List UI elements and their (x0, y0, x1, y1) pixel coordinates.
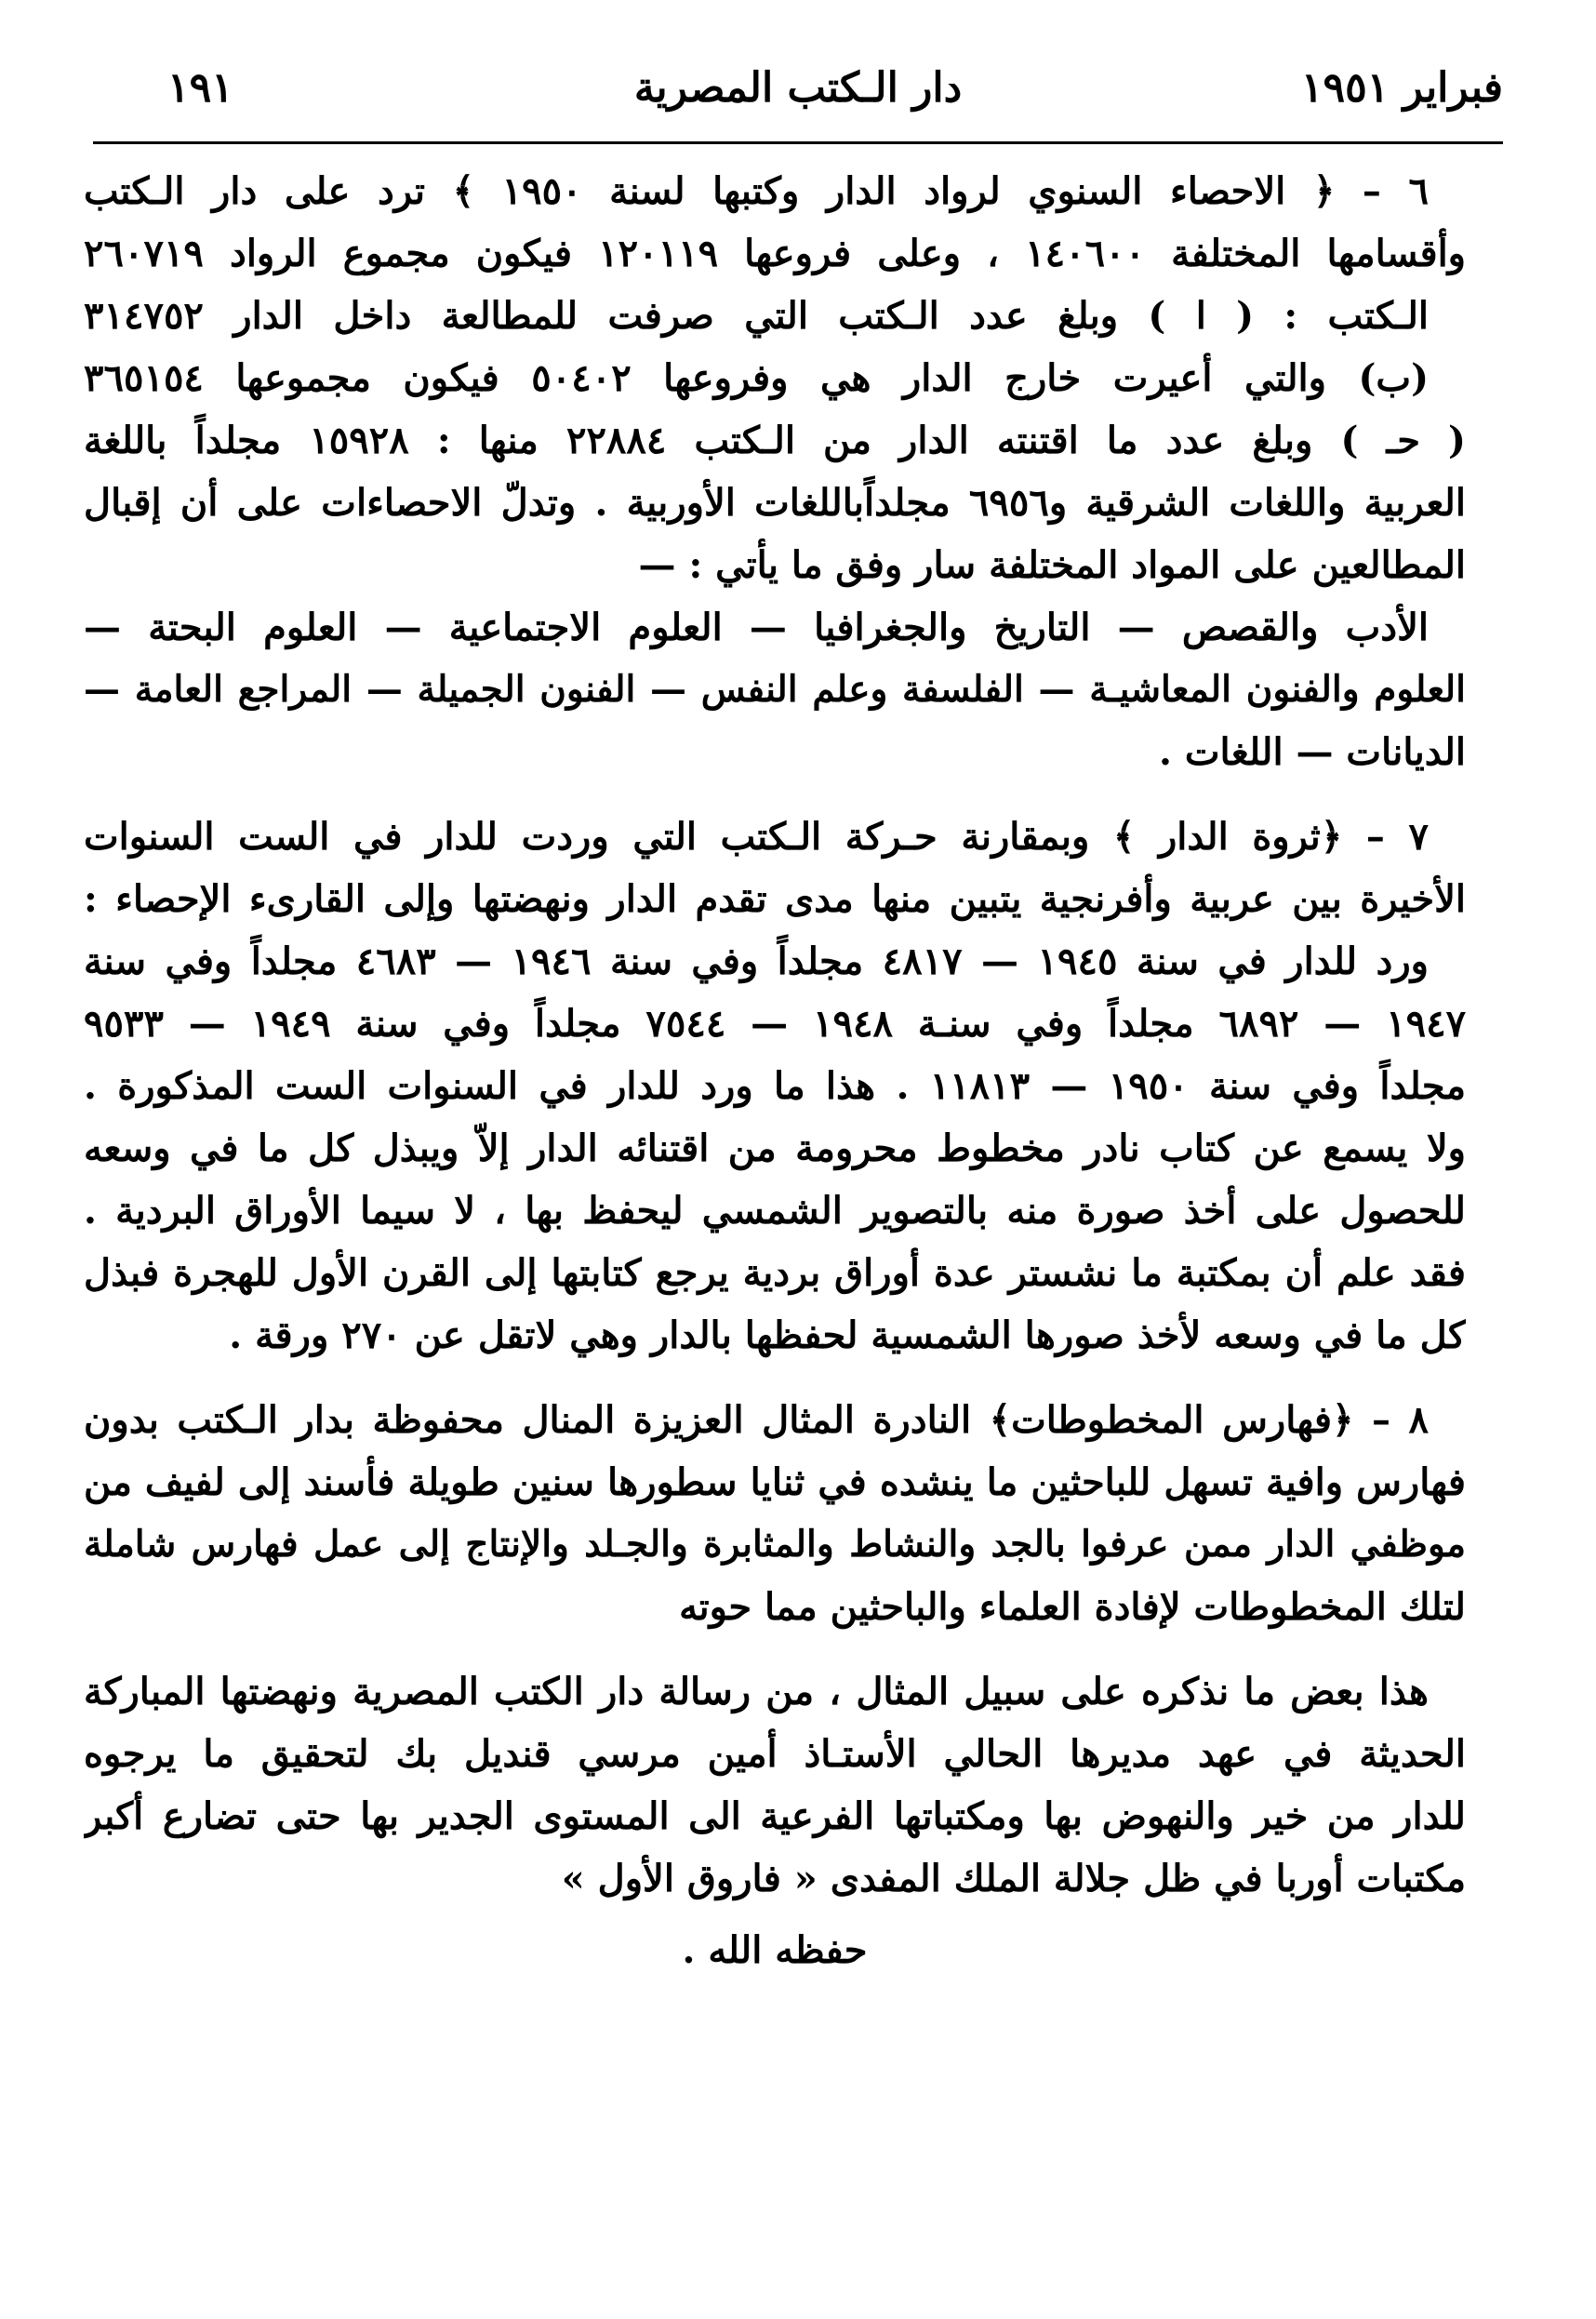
paragraph-line: للحصول على أخذ صورة منه بالتصوير الشمسي ليحفظ بها ، لا سيما الأوراق البردية . (84, 1189, 1466, 1233)
header-title: دار الـكتب المصرية (633, 64, 963, 112)
paragraph-line: الحديثة في عهد مديرها الحالي الأستـاذ أمين مرسي قنديل بك لتحقيق ما يرجوه (84, 1732, 1466, 1776)
section-6 (84, 160, 1466, 783)
page-header (93, 51, 1503, 126)
paragraph-line: الأدب والقصص — التاريخ والجغرافيا — العلوم الاجتماعية — العلوم البحتة — (84, 606, 1429, 649)
section-8 (84, 1389, 1466, 1638)
section-gap (84, 1638, 1466, 1660)
paragraph-line: فقد علم أن بمكتبة ما نشستر عدة أوراق بردية يرجع كتابتها إلى القرن الأول للهجرة فبذل (84, 1251, 1466, 1295)
paragraph-line: (ب) والتي أعيرت خارج الدار هي وفروعها ٥٠٤٠٢ فيكون مجموعها ٣٦٥١٥٤ (84, 356, 1429, 400)
paragraph-line: الـكتب : ( ا ) وبلغ عدد الـكتب التي صرفت للمطالعة داخل الدار ٣١٤٧٥٢ (84, 294, 1429, 338)
section-gap (84, 783, 1466, 806)
page-body (84, 160, 1466, 1981)
header-date: فبراير ١٩٥١ (1300, 64, 1503, 112)
section-gap (84, 1366, 1466, 1389)
paragraph-line: مكتبات أوربا في ظل جلالة الملك المفدى « فاروق الأول » (561, 1857, 1466, 1900)
paragraph-line: العربية واللغات الشرقية و٦٩٥٦ مجلداًباللغات الأوربية . وتدلّ الاحصاءات على أن إقبال (84, 481, 1466, 525)
paragraph-line: ٦ – ﴿ الاحصاء السنوي لرواد الدار وكتبها لسنة ١٩٥٠ ﴾ ترد على دار الـكتب (84, 169, 1430, 213)
paragraph-line: ٨ – ﴿فهارس المخطوطات﴾ النادرة المثال العزيزة المنال محفوظة بدار الـكتب بدون (84, 1398, 1429, 1442)
paragraph-line: ورد للدار في سنة ١٩٤٥ — ٤٨١٧ مجلداً وفي سنة ١٩٤٦ — ٤٦٨٣ مجلداً وفي سنة (84, 940, 1429, 983)
paragraph-line: ١٩٤٧ — ٦٨٩٢ مجلداً وفي سنـة ١٩٤٨ — ٧٥٤٤ مجلداً وفي سنة ١٩٤٩ — ٩٥٣٣ (84, 1002, 1466, 1046)
paragraph-line: مجلداً وفي سنة ١٩٥٠ — ١١٨١٣ . هذا ما ورد للدار في السنوات الست المذكورة . (84, 1064, 1466, 1108)
signoff: حفظه الله . (682, 1928, 868, 1972)
paragraph-line: ( حـ ) وبلغ عدد ما اقتنته الدار من الـكتب ٢٢٨٨٤ منها : ١٥٩٢٨ مجلداً باللغة (84, 419, 1466, 462)
paragraph-line: لتلك المخطوطات لإفادة العلماء والباحثين مما حوته (679, 1585, 1466, 1629)
paragraph-line: المطالعين على المواد المختلفة سار وفق ما يأتي : — (638, 543, 1466, 587)
paragraph-line: للدار من خير والنهوض بها ومكتباتها الفرعية الى المستوى الجدير بها حتى تضارع أكبر (84, 1794, 1466, 1838)
paragraph-line: فهارس وافية تسهل للباحثين ما ينشده في ثنايا سطورها سنين طويلة فأسند إلى لفيف من (84, 1460, 1466, 1504)
paragraph-line: ولا يسمع عن كتاب نادر مخطوط محرومة من اقتنائه الدار إلاّ ويبذل كل ما في وسعه (84, 1126, 1466, 1170)
paragraph-line: الأخيرة بين عربية وأفرنجية يتبين منها مدى تقدم الدار ونهضتها وإلى القارىء الإحصاء : (84, 877, 1466, 921)
paragraph-line: كل ما في وسعه لأخذ صورها الشمسية لحفظها بالدار وهي لاتقل عن ٢٧٠ ورقة . (229, 1313, 1466, 1357)
paragraph-line: ٧ – ﴿ثروة الدار ﴾ وبمقارنة حـركة الـكتب التي وردت للدار في الست السنوات (84, 815, 1429, 859)
paragraph-line: وأقسامها المختلفة ١٤٠٦٠٠ ، وعلى فروعها ١٢٠١١٩ فيكون مجموع الرواد ٢٦٠٧١٩ (84, 232, 1466, 275)
closing-paragraph (84, 1660, 1466, 1981)
header-rule (93, 141, 1503, 144)
section-7 (84, 806, 1466, 1366)
paragraph-line: موظفي الدار ممن عرفوا بالجد والنشاط والمثابرة والجـلد والإنتاج إلى عمل فهارس شاملة (84, 1523, 1466, 1566)
paragraph-line: العلوم والفنون المعاشيـة — الفلسفة وعلم النفس — الفنون الجميلة — المراجع العامة — (84, 668, 1466, 711)
paragraph-line: هذا بعض ما نذكره على سبيل المثال ، من رسالة دار الكتب المصرية ونهضتها المباركة (84, 1670, 1429, 1713)
paragraph-line: الديانات — اللغات . (1159, 730, 1466, 774)
page-number: ١٩١ (167, 64, 233, 112)
